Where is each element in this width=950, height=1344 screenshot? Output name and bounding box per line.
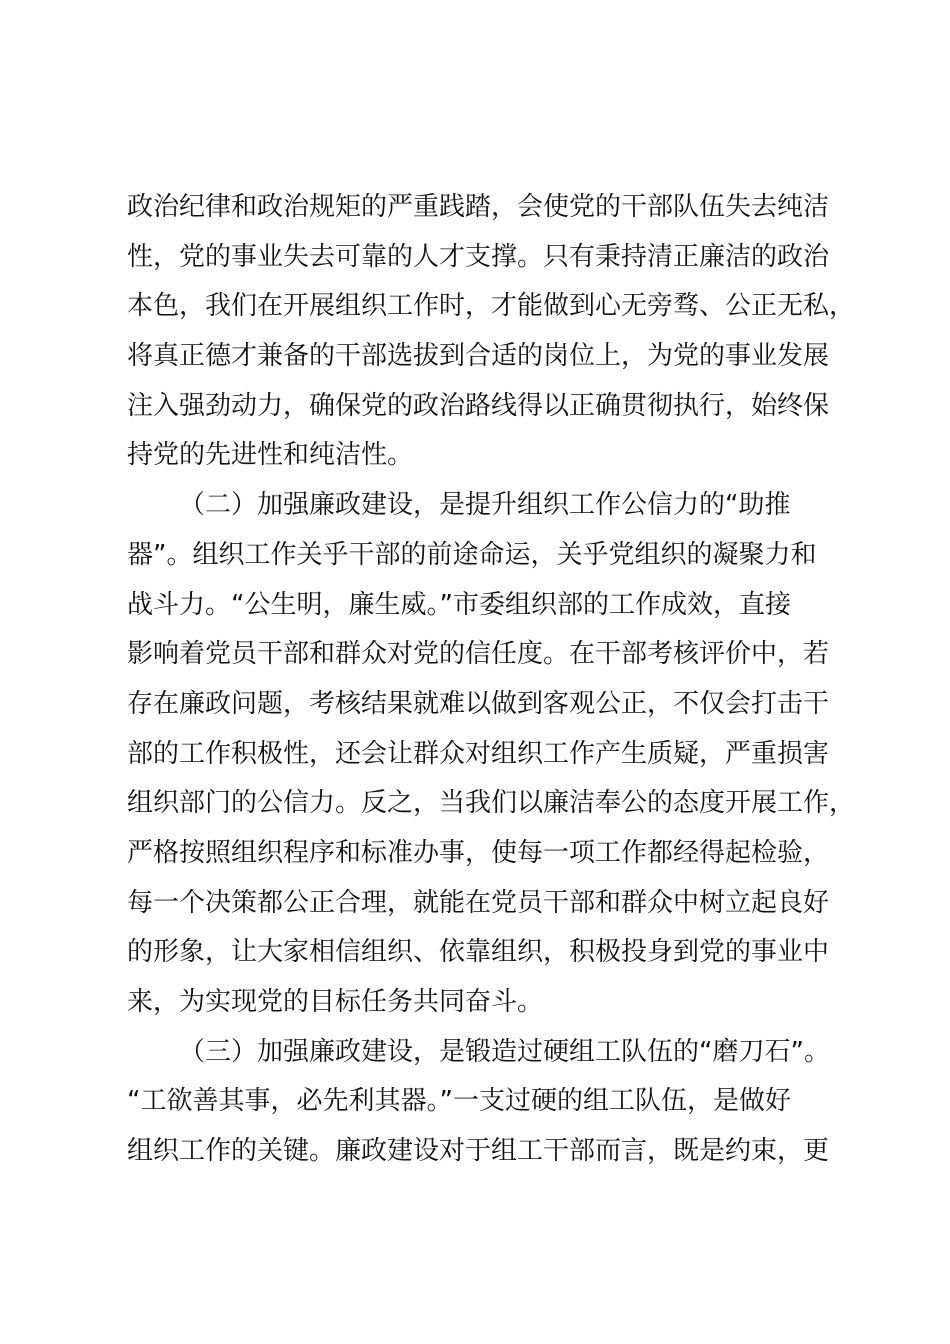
paragraph-3-line-2: “工欲善其事，必先利其器。”一支过硬的组工队伍，是做好 [127,1086,791,1117]
paragraph-2-line-5: 存在廉政问题，考核结果就难以做到客观公正，不仅会打击干 [127,688,830,719]
paragraph-1-line-5: 注入强劲动力，确保党的政治路线得以正确贯彻执行，始终保 [127,390,830,421]
paragraph-2-line-6: 部的工作积极性，还会让群众对组织工作产生质疑，严重损害 [127,738,830,769]
paragraph-2-line-4: 影响着党员干部和群众对党的信任度。在干部考核评价中，若 [127,639,830,670]
paragraph-1-line-4: 将真正德才兼备的干部选拔到合适的岗位上，为党的事业发展 [127,341,830,372]
paragraph-2-line-3: 战斗力。“公生明，廉生威。”市委组织部的工作成效，直接 [127,589,791,620]
paragraph-2-line-11: 来，为实现党的目标任务共同奋斗。 [127,987,544,1017]
paragraph-1-line-2: 性，党的事业失去可靠的人才支撑。只有秉持清正廉洁的政治 [127,241,830,272]
paragraph-3-line-1: （三）加强廉政建设，是锻造过硬组工队伍的“磨刀石”。 [179,1036,830,1067]
paragraph-1-line-6: 持党的先进性和纯洁性。 [127,440,414,471]
paragraph-2-line-9: 每一个决策都公正合理，就能在党员干部和群众中树立起良好 [127,887,830,918]
document-body [127,183,856,1177]
paragraph-3-line-3: 组织工作的关键。廉政建设对于组工干部而言，既是约束，更 [127,1136,830,1167]
paragraph-2-line-1: （二）加强廉政建设，是提升组织工作公信力的“助推 [179,490,791,521]
paragraph-2-line-10: 的形象，让大家相信组织、依靠组织，积极投身到党的事业中 [127,937,830,968]
paragraph-2-line-7: 组织部门的公信力。反之，当我们以廉洁奉公的态度开展工作， [127,788,856,819]
paragraph-1-line-1: 政治纪律和政治规矩的严重践踏，会使党的干部队伍失去纯洁 [127,192,830,222]
paragraph-2-line-2: 器”。组织工作关乎干部的前途命运，关乎党组织的凝聚力和 [127,539,817,570]
paragraph-1-line-3: 本色，我们在开展组织工作时，才能做到心无旁骛、公正无私， [127,291,856,322]
paragraph-2-line-8: 严格按照组织程序和标准办事，使每一项工作都经得起检验， [127,837,830,868]
